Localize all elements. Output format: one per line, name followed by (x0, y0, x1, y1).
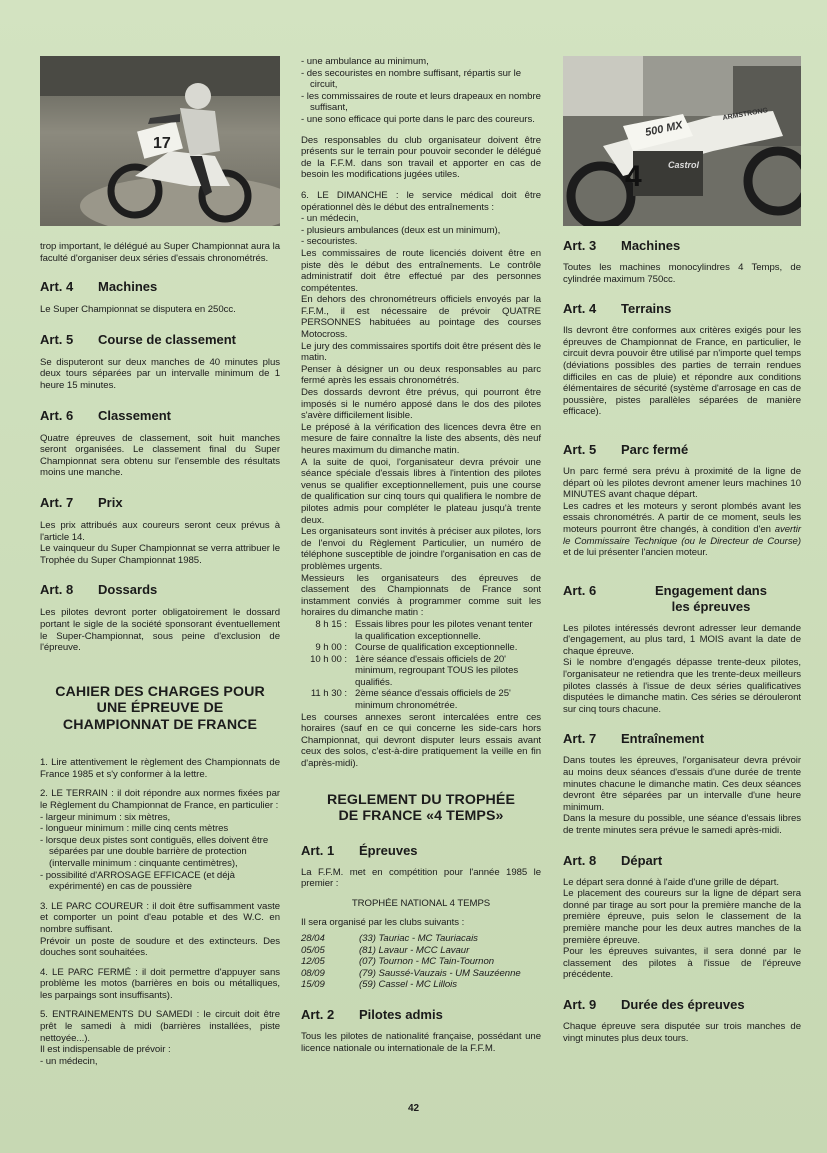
col3-art7-text-1: Dans toutes les épreuves, l'organisateur devra prévoir au moins deux séances d'essais d'une durée de trente minutes chacune le dimanche matin. Ces deux séances devront être séparées par un intervalle d'une heure minimum. (563, 755, 801, 813)
motocross-rider-photo (40, 56, 280, 226)
photo-plate-number: 4 (625, 160, 642, 193)
col1-art7-text-1: Les prix attribués aux coureurs seront ceux prévus à l'article 14. (40, 519, 280, 543)
col3-art6-heading (563, 583, 801, 615)
round-club: (79) Saussé-Vauzais - UM Sauzéenne (359, 967, 521, 979)
cahier-item-3: 3. LE PARC COUREUR : il doit être suffisamment vaste et comporter un point d'eau potable et des W.C. en nombre suffisant. (40, 900, 280, 935)
cahier-item-5: 5. ENTRAINEMENTS DU SAMEDI : le circuit doit être prêt le samedi à midi (barrières installées, piste nettoyée...). (40, 1009, 280, 1044)
cahier-des-charges-title (40, 684, 280, 734)
list-item: - les commissaires de route et leurs drapeaux en nombre suffisant, (301, 90, 541, 114)
col2-messieurs-text: Messieurs les organisateurs des épreuves de classement des Championnats de France sont instamment conviés à programmer comme suit les horaires du dimanche matin : (301, 572, 541, 619)
col2-clubs-intro: Il sera organisé par les clubs suivants : (301, 917, 465, 929)
article-number: Art. 9 (563, 996, 597, 1012)
reglement-trophee-title (301, 792, 541, 825)
round-date: 05/05 (301, 944, 325, 956)
col2-penser-text: Penser à désigner un ou deux responsables au parc fermé après les essais chronométrés. (301, 363, 541, 387)
col3-art8-text-2: Le placement des coureurs sur la ligne de départ sera donné par tirage au sort pour la première manche de la première épreuve, puis selon le classement de la première manche pour les deux autres manches de la première épreuve. (563, 888, 801, 946)
round-row (301, 979, 541, 991)
article-title: Épreuves (359, 842, 418, 858)
article-title: Départ (621, 852, 663, 868)
round-club: (59) Cassel - MC Lillois (359, 979, 457, 991)
col2-art1-text: La F.F.M. met en compétition pour l'année 1985 le premier : (301, 866, 541, 890)
col2-organisateurs-text: Les organisateurs sont invités à préciser aux pilotes, lors de l'envoi du Règlement Particulier, un numéro de téléphone susceptible de joindre l'organisation en cas de problèmes urgents. (301, 526, 541, 572)
col2-suite-text: A la suite de quoi, l'organisateur devra prévoir une séance spéciale d'essais libres à l'intention des pilotes venus se qualifier exceptionnellement, puis une course de qualification sur cinq tours qui qualifiera le nombre de pilotes admis pour compléter le plateau jusqu'à trente deux. (301, 456, 541, 526)
article-number: Art. 8 (563, 852, 597, 868)
title-line: les épreuves (671, 598, 751, 614)
schedule-time: 10 h 00 : (310, 653, 347, 665)
title-line: UNE ÉPREUVE DE (96, 700, 224, 717)
article-title: Classement (98, 407, 171, 423)
schedule-row (301, 654, 541, 689)
col1-art6-text: Quatre épreuves de classement, soit huit manches seront organisées. Le classement final du Super Championnat sera obtenu sur l'ensemble des résultats moins une manche. (40, 432, 280, 479)
article-title: Pilotes admis (359, 1006, 443, 1022)
list-item: - un médecin, (301, 213, 359, 225)
photo-plate-number: 17 (153, 135, 171, 152)
article-title: Durée des épreuves (621, 996, 745, 1012)
motorcycle-photo (563, 56, 801, 226)
col1-art4-text: Le Super Championnat se disputera en 250cc. (40, 304, 236, 316)
col3-art5-text-1: Un parc fermé sera prévu à proximité de la ligne de départ où les pilotes devront amener leurs machines 10 MINUTES avant chaque départ. (563, 465, 801, 501)
article-title: Course de classement (98, 331, 237, 347)
schedule-desc: Essais libres pour les pilotes venant tenter la qualification exceptionnelle. (355, 618, 533, 642)
round-date: 28/04 (301, 933, 325, 944)
trophee-national-label: TROPHÉE NATIONAL 4 TEMPS (351, 897, 491, 909)
schedule-desc: Course de qualification exceptionnelle. (355, 642, 518, 654)
col2-art2-text: Tous les pilotes de nationalité française, possédant une licence nationale ou internationale de la F.F.M. (301, 1030, 541, 1054)
col2-commissaires-text: Les commissaires de route licenciés doivent être en piste dès le début des entraînements. Le contrôle administratif doit être effectué par des personnes compétentes. (301, 247, 541, 294)
schedule-row (301, 642, 541, 654)
italic-segment: avertir le Commissaire Technique (ou le Directeur de Course) (563, 523, 801, 547)
col3-art8-text-3: Pour les épreuves suivantes, il sera donné par le classement des pilotes à l'issue de l'épreuve précédente. (563, 946, 801, 981)
sunday-schedule (301, 619, 541, 712)
title-line: CAHIER DES CHARGES POUR (55, 683, 265, 700)
title-line: CHAMPIONNAT DE FRANCE (62, 716, 258, 733)
article-number: Art. 6 (40, 407, 74, 423)
title-line: REGLEMENT DU TROPHÉE (326, 791, 516, 808)
col3-art4-heading (563, 301, 801, 317)
col3-art3-text: Toutes les machines monocylindres 4 Temps, de cylindrée maximum 750cc. (563, 262, 801, 285)
schedule-time: 9 h 00 : (315, 642, 347, 654)
round-date: 15/09 (301, 979, 325, 991)
col2-jury-text: Le jury des commissaires sportifs doit être présent dès le matin. (301, 340, 541, 364)
article-title: Prix (98, 494, 123, 510)
list-item: - possibilité d'ARROSAGE EFFICACE (et déjà expérimenté) en cas de poussière (40, 869, 235, 893)
schedule-row (301, 619, 541, 642)
col3-art5-heading (563, 442, 801, 458)
photo-brand-label: ARMSTRONG (722, 107, 769, 122)
list-item: - largeur minimum : six mètres, (40, 811, 171, 823)
col2-chronometreurs-text: En dehors des chronométreurs officiels envoyés par la F.F.M., il est nécessaire de prévoir QUATRE PERSONNES habituées au pointage des courses Motocross. (301, 294, 541, 341)
photo-sponsor-label: Castrol (668, 160, 700, 170)
list-item: - longueur minimum : mille cinq cents mètres (40, 823, 229, 835)
col1-art5-text: Se disputeront sur deux manches de 40 minutes plus deux tours séparées par un intervalle minimum de 1 heure 15 minutes. (40, 356, 280, 391)
col3-art8-text-1: Le départ sera donné à l'aide d'une grille de départ. (563, 876, 779, 888)
cahier-item-2: 2. LE TERRAIN : il doit répondre aux normes fixées par le Règlement du Championnat de France, en particulier : (40, 788, 280, 811)
page-number: 42 (407, 1103, 420, 1114)
list-item: - secouristes. (301, 236, 358, 248)
cahier-item-4: 4. LE PARC FERMÉ : il doit permettre d'appuyer sans problème les motos (barrières en bois ou métalliques, les parpaings sont insuffisants). (40, 966, 280, 1001)
list-item: - une sono efficace qui porte dans le parc des coureurs. (301, 113, 535, 125)
col2-art1-heading (301, 843, 541, 859)
article-number: Art. 2 (301, 1006, 335, 1022)
article-title: Machines (98, 279, 158, 295)
cahier-item-1: 1. Lire attentivement le règlement des Championnats de France 1985 et s'y conformer à la lettre. (40, 757, 280, 780)
photo-model-label: 500 MX (644, 119, 684, 139)
article-number: Art. 3 (563, 238, 597, 253)
article-title: Parc fermé (621, 441, 689, 457)
col1-intro-text: trop important, le délégué au Super Championnat aura la faculté d'organiser deux séries d'essais chronométrés. (40, 241, 280, 264)
round-date: 08/09 (301, 967, 325, 979)
col1-art4-heading (40, 279, 280, 295)
article-title: Entraînement (621, 731, 705, 747)
col1-art8-heading (40, 582, 280, 598)
schedule-desc: 2ème séance d'essais officiels de 25' minimum chronométrée. (355, 688, 511, 712)
col1-art7-text-2: Le vainqueur du Super Championnat se verra attribuer le Trophée du Super Championnat 1985. (40, 543, 280, 566)
round-row (301, 933, 541, 945)
schedule-time: 8 h 15 : (315, 618, 347, 630)
article-title: Machines (621, 238, 681, 253)
col1-art5-heading (40, 332, 280, 348)
list-item: - plusieurs ambulances (deux est un minimum), (301, 224, 501, 236)
article-number: Art. 5 (563, 441, 597, 457)
list-item: - des secouristes en nombre suffisant, répartis sur le circuit, (301, 67, 522, 91)
col3-art8-heading (563, 853, 801, 869)
col1-art6-heading (40, 408, 280, 424)
article-title: Dossards (98, 582, 158, 598)
col3-art9-heading (563, 997, 801, 1013)
round-row (301, 945, 541, 957)
column-2 (301, 56, 541, 1054)
cahier-item-6: 6. LE DIMANCHE : le service médical doit être opérationnel dès le début des entraînements : (301, 189, 541, 213)
list-item: - une ambulance au minimum, (301, 56, 429, 67)
list-item: - un médecin, (40, 1055, 98, 1067)
article-number: Art. 6 (563, 582, 597, 598)
article-number: Art. 7 (563, 731, 597, 747)
col3-art5-text-2 (563, 501, 801, 559)
col3-art7-text-2: Dans la mesure du possible, une séance d'essais libres de trente minutes sera prévue le samedi après-midi. (563, 813, 801, 836)
column-1 (40, 56, 280, 1067)
article-number: Art. 4 (563, 301, 597, 317)
col2-prepose-text: Le préposé à la vérification des licences devra être en mesure de faire connaître la liste des absents, dès neuf heures maximum du dimanche matin. (301, 421, 541, 456)
round-row (301, 968, 541, 980)
col3-art6-text-1: Les pilotes intéressés devront adresser leur demande d'engagement, au plus tard, 1 MOIS avant la date de chaque épreuve. (563, 622, 801, 657)
col3-art9-text: Chaque épreuve sera disputée sur trois manches de vingt minutes plus deux tours. (563, 1020, 801, 1044)
col1-art7-heading (40, 495, 280, 511)
column-3 (563, 56, 801, 1044)
rounds-list (301, 933, 541, 991)
article-number: Art. 5 (40, 331, 74, 347)
col1-art8-text: Les pilotes devront porter obligatoirement le dossard portant le sigle de la société sponsorant éventuellement le Super-Championnat, sous peine d'exclusion de l'épreuve. (40, 607, 280, 654)
round-row (301, 956, 541, 968)
round-club: (33) Tauriac - MC Tauriacais (359, 933, 478, 944)
col3-art6-text-2: Si le nombre d'engagés dépasse trente-deux pilotes, l'organisateur ne retiendra que les trente-deux meilleurs pilotes classés à l'issue de deux séries qualificatives disputées le dimanche matin. Ces séries se dérouleront sur cinq tours chacune. (563, 657, 801, 715)
round-date: 12/05 (301, 956, 325, 968)
schedule-time: 11 h 30 : (310, 688, 347, 700)
title-line: Engagement dans (655, 582, 767, 598)
round-club: (81) Lavaur - MCC Lavaur (359, 944, 470, 956)
schedule-desc: 1ère séance d'essais officiels de 20' minimum, regroupant TOUS les pilotes qualifiés. (355, 653, 519, 688)
article-number: Art. 4 (40, 279, 74, 295)
article-title: Terrains (621, 301, 672, 317)
title-line: DE FRANCE «4 TEMPS» (338, 808, 504, 825)
article-number: Art. 1 (301, 842, 335, 858)
text-segment: Les cadres et les moteurs y seront plombés avant les essais chronométrés. A partir de ce moment, seuls les moteurs pourront être changés, à condition d'en (563, 500, 801, 535)
article-number: Art. 8 (40, 582, 74, 598)
round-club: (07) Tournon - MC Tain-Tournon (359, 956, 495, 968)
col2-art2-heading (301, 1007, 541, 1023)
cahier-item-3b: Prévoir un poste de soudure et des extincteurs. Des douches sont souhaitées. (40, 935, 280, 959)
col2-dossards-text: Des dossards devront être prévus, qui pourront être imposés si le numéro apposé dans le dos des pilotes s'avère difficilement lisible. (301, 387, 541, 422)
col3-art7-heading (563, 731, 801, 747)
article-number: Art. 7 (40, 494, 74, 510)
text-segment: et de lui présenter l'ancien moteur. (563, 547, 708, 559)
list-item: - lorsque deux pistes sont contiguës, elles doivent être séparées par une double barrière de protection (intervalle minimum : cinquante centimètres), (40, 834, 269, 869)
col2-annexes-text: Les courses annexes seront intercalées entre ces horaires (sauf en ce qui concerne les side-cars hors Championnat, qui devront disputer leurs essais avant ceux des solos, c'est-à-dire pratiquement la veille en fin d'après-midi). (301, 711, 541, 770)
cahier-item-5b: Il est indispensable de prévoir : (40, 1044, 171, 1056)
col3-art4-text: Ils devront être conformes aux critères exigés pour les épreuves de Championnat de France, en particulier, le circuit devra pouvoir être utilisé par n'importe quel temps (déviations possibles des parties de terrain rendues difficiles en cas de pluie) et répondre aux conditions élémentaires de sécurité (système d'arrosage en cas de poussière, pistes parallèles séparées de manière efficace). (563, 325, 801, 418)
schedule-row (301, 688, 541, 711)
col3-art3-heading (563, 238, 801, 254)
article-title (621, 583, 801, 615)
col2-responsables-text: Des responsables du club organisateur doivent être présents sur le terrain pour pouvoir seconder le délégué de la F.F.M. dans son travail et apporter en cas de besoin les modifications jugées utiles. (301, 134, 541, 181)
